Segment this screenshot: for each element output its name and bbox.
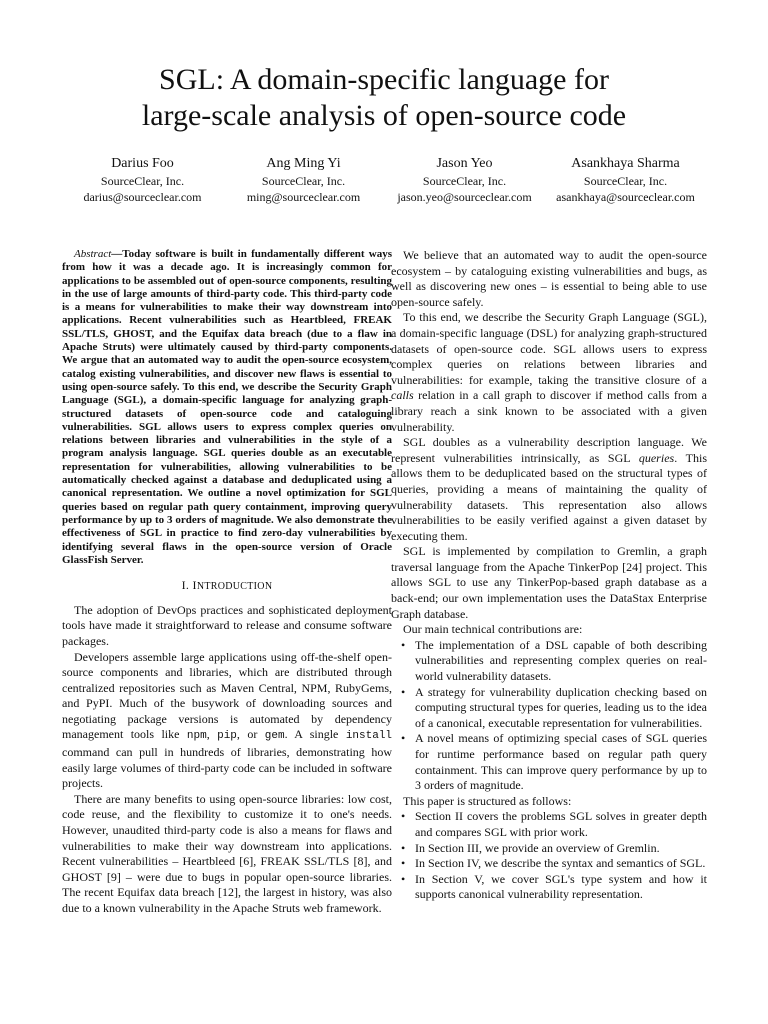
bullet-icon: • [401, 871, 406, 886]
section-title-smallcaps: NTRODUCTION [196, 581, 273, 593]
text-run: . A single [284, 727, 346, 742]
author-block [62, 155, 223, 205]
author-affiliation: SourceClear, Inc. [583, 174, 668, 188]
list-item-text: In Section III, we provide an overview of Gremlin. [415, 840, 660, 855]
text-run: To this end, we describe the Security Graph Language (SGL), a domain-specific language (DSL) for analyzing graph-structured datasets of open-source code. SGL allows users to express complex queries on relations between libraries and vulnerabilities: for example, taking the transitive closure of a [391, 310, 707, 387]
author-email: darius@sourceclear.com [83, 190, 202, 204]
left-column [62, 248, 392, 917]
author-affiliation: SourceClear, Inc. [261, 174, 346, 188]
author-list [62, 155, 706, 205]
code-install: install [345, 730, 393, 743]
contributions-list [391, 638, 707, 794]
right-paragraph-4: SGL is implemented by compilation to Gremlin, a graph traversal language from the Apache TinkerPop [24] project. This allows SGL to use any TinkerPop-based graph database as a back-end; our own implementation uses the DataStax Enterprise Graph database. [391, 544, 707, 621]
list-item [391, 731, 707, 793]
abstract-text: —Today software is built in fundamentally different ways from how it was a decade ago. It is increasingly common for applications to be assembled out of open-source components, resulting in the use of large amounts of third-party code. This third-party code is a means for vulnerabilities to make their way downstream into applications. Recent vulnerabilities such as Heartbleed, FREAK SSL/TLS, GHOST, and the Equifax data breach (due to a flaw in Apache Struts) were ultimately caused by third-party components. We argue that an automated way to audit the open-source ecosystem, catalog existing vulnerabilities, and discover new flaws is essential to using open-source safely. To this end, we describe the Security Graph Language (SGL), a domain-specific language for analyzing graph-structured datasets of open-source code and cataloguing vulnerabilities. SGL allows users to express complex queries on relations between libraries and vulnerabilities in the style of a program analysis language. SGL queries double as an executable representation for vulnerabilities, allowing vulnerabilities to be automatically checked against a database and deduplicated using a canonical representation. We outline a novel optimization for SGL queries based on regular path query containment, improving query performance by up to 3 orders of magnitude. We also demonstrate the effectiveness of SGL in practice to find zero-day vulnerabilities by identifying several flaws in the open-source version of Oracle GlassFish Server. [62, 248, 392, 566]
author-email: asankhaya@sourceclear.com [556, 190, 695, 204]
author-block [223, 155, 384, 205]
code-gem: gem [264, 730, 285, 743]
author-name: Asankhaya Sharma [571, 156, 680, 171]
paper-title [0, 62, 768, 134]
right-paragraph-1: We believe that an automated way to audit the open-source ecosystem – by cataloguing existing vulnerabilities and bugs, as well as discovering new ones – is essential to being able to use open-source safely. [391, 248, 707, 309]
list-item [391, 809, 707, 840]
list-item-text: In Section V, we cover SGL's type system and how it supports canonical vulnerability representation. [415, 871, 707, 902]
text-run: SGL doubles as a vulnerability description language. We represent vulnerabilities intrinsically, as SGL [391, 435, 707, 465]
structure-list [391, 809, 707, 903]
text-run: command can pull in hundreds of libraries, demonstrating how easily large volumes of third-party code can be included in software projects. [62, 745, 392, 791]
author-name: Jason Yeo [436, 156, 493, 171]
list-item [391, 841, 707, 857]
right-paragraph-3 [391, 435, 707, 544]
contributions-intro: Our main technical contributions are: [403, 622, 583, 637]
code-npm: npm [186, 730, 207, 743]
text-run: , [206, 727, 218, 742]
author-name: Darius Foo [111, 156, 174, 171]
list-item [391, 856, 707, 872]
intro-paragraph-2 [62, 650, 392, 792]
bullet-icon: • [401, 840, 406, 855]
list-item-text: The implementation of a DSL capable of both describing vulnerabilities and representing complex queries on real-world vulnerability datasets. [415, 637, 707, 684]
bullet-icon: • [401, 637, 406, 652]
bullet-icon: • [401, 684, 406, 699]
text-run: Developers assemble large applications using off-the-shelf open-source components and libraries, which are distributed through centralized repositories such as Maven Central, NPM, RubyGems, and PyPI. Much of the busywork of downloading sources and negotiating package versions is automated by dependency management tools like [62, 649, 392, 742]
list-item-text: A novel means of optimizing special cases of SGL queries for runtime performance based on regular path query containment. This can improve query performance by up to 3 orders of magnitude. [415, 731, 707, 793]
list-item [391, 685, 707, 732]
author-affiliation: SourceClear, Inc. [100, 174, 185, 188]
text-run: . This allows them to be deduplicated based on the structural types of queries, providing a means of maintaining the quality of vulnerability datasets. This representation also allows vulnerabilities to be easily verified against a given dataset by executing them. [391, 450, 707, 543]
right-paragraph-2 [391, 310, 707, 435]
list-item-text: Section II covers the problems SGL solves in greater depth and compares SGL with prior work. [415, 809, 707, 839]
author-name: Ang Ming Yi [266, 156, 341, 171]
text-run: relation in a call graph to discover if method calls from a library reach a sink known to be associated with a given vulnerability. [391, 388, 707, 434]
author-block [545, 155, 706, 205]
author-email: jason.yeo@sourceclear.com [397, 190, 532, 204]
list-item [391, 638, 707, 685]
author-block [384, 155, 545, 205]
author-email: ming@sourceclear.com [246, 190, 361, 204]
author-affiliation: SourceClear, Inc. [422, 174, 507, 188]
bullet-icon: • [401, 809, 406, 824]
list-item-text: In Section IV, we describe the syntax and semantics of SGL. [415, 856, 706, 871]
emphasis-queries: queries [638, 450, 675, 465]
title-line-1: SGL: A domain-specific language for [159, 63, 609, 96]
section-heading-introduction [62, 578, 392, 595]
intro-paragraph-1: The adoption of DevOps practices and sophisticated deployment tools have made it straightforward to release and consume software packages. [62, 602, 392, 648]
list-item-text: A strategy for vulnerability duplication checking based on computing structural types for queries, leading us to the idea of a canonical, executable representation for vulnerabilities. [415, 684, 707, 730]
code-pip: pip [217, 730, 237, 743]
emphasis-calls: calls [391, 388, 414, 403]
section-numeral: I. I [181, 578, 197, 593]
text-run: , or [236, 727, 265, 742]
structure-intro: This paper is structured as follows: [403, 793, 572, 808]
intro-paragraph-3: There are many benefits to using open-source libraries: low cost, code reuse, and the flexibility to customize it to one's needs. However, unaudited third-party code is also a means for flaws and vulnerabilities to make their way downstream into applications. Recent vulnerabilities – Heartbleed [6], FREAK SSL/TLS [8], and GHOST [9] – were due to bugs in popular open-source libraries. The recent Equifax data breach [12], the largest in history, was also due to a known vulnerability in the Apache Struts web framework. [62, 791, 392, 915]
title-line-2: large-scale analysis of open-source code [141, 99, 627, 132]
right-column [391, 248, 707, 903]
abstract [62, 248, 392, 567]
list-item [391, 872, 707, 903]
bullet-icon: • [401, 731, 406, 746]
abstract-label: Abstract [74, 248, 112, 260]
bullet-icon: • [401, 856, 406, 871]
